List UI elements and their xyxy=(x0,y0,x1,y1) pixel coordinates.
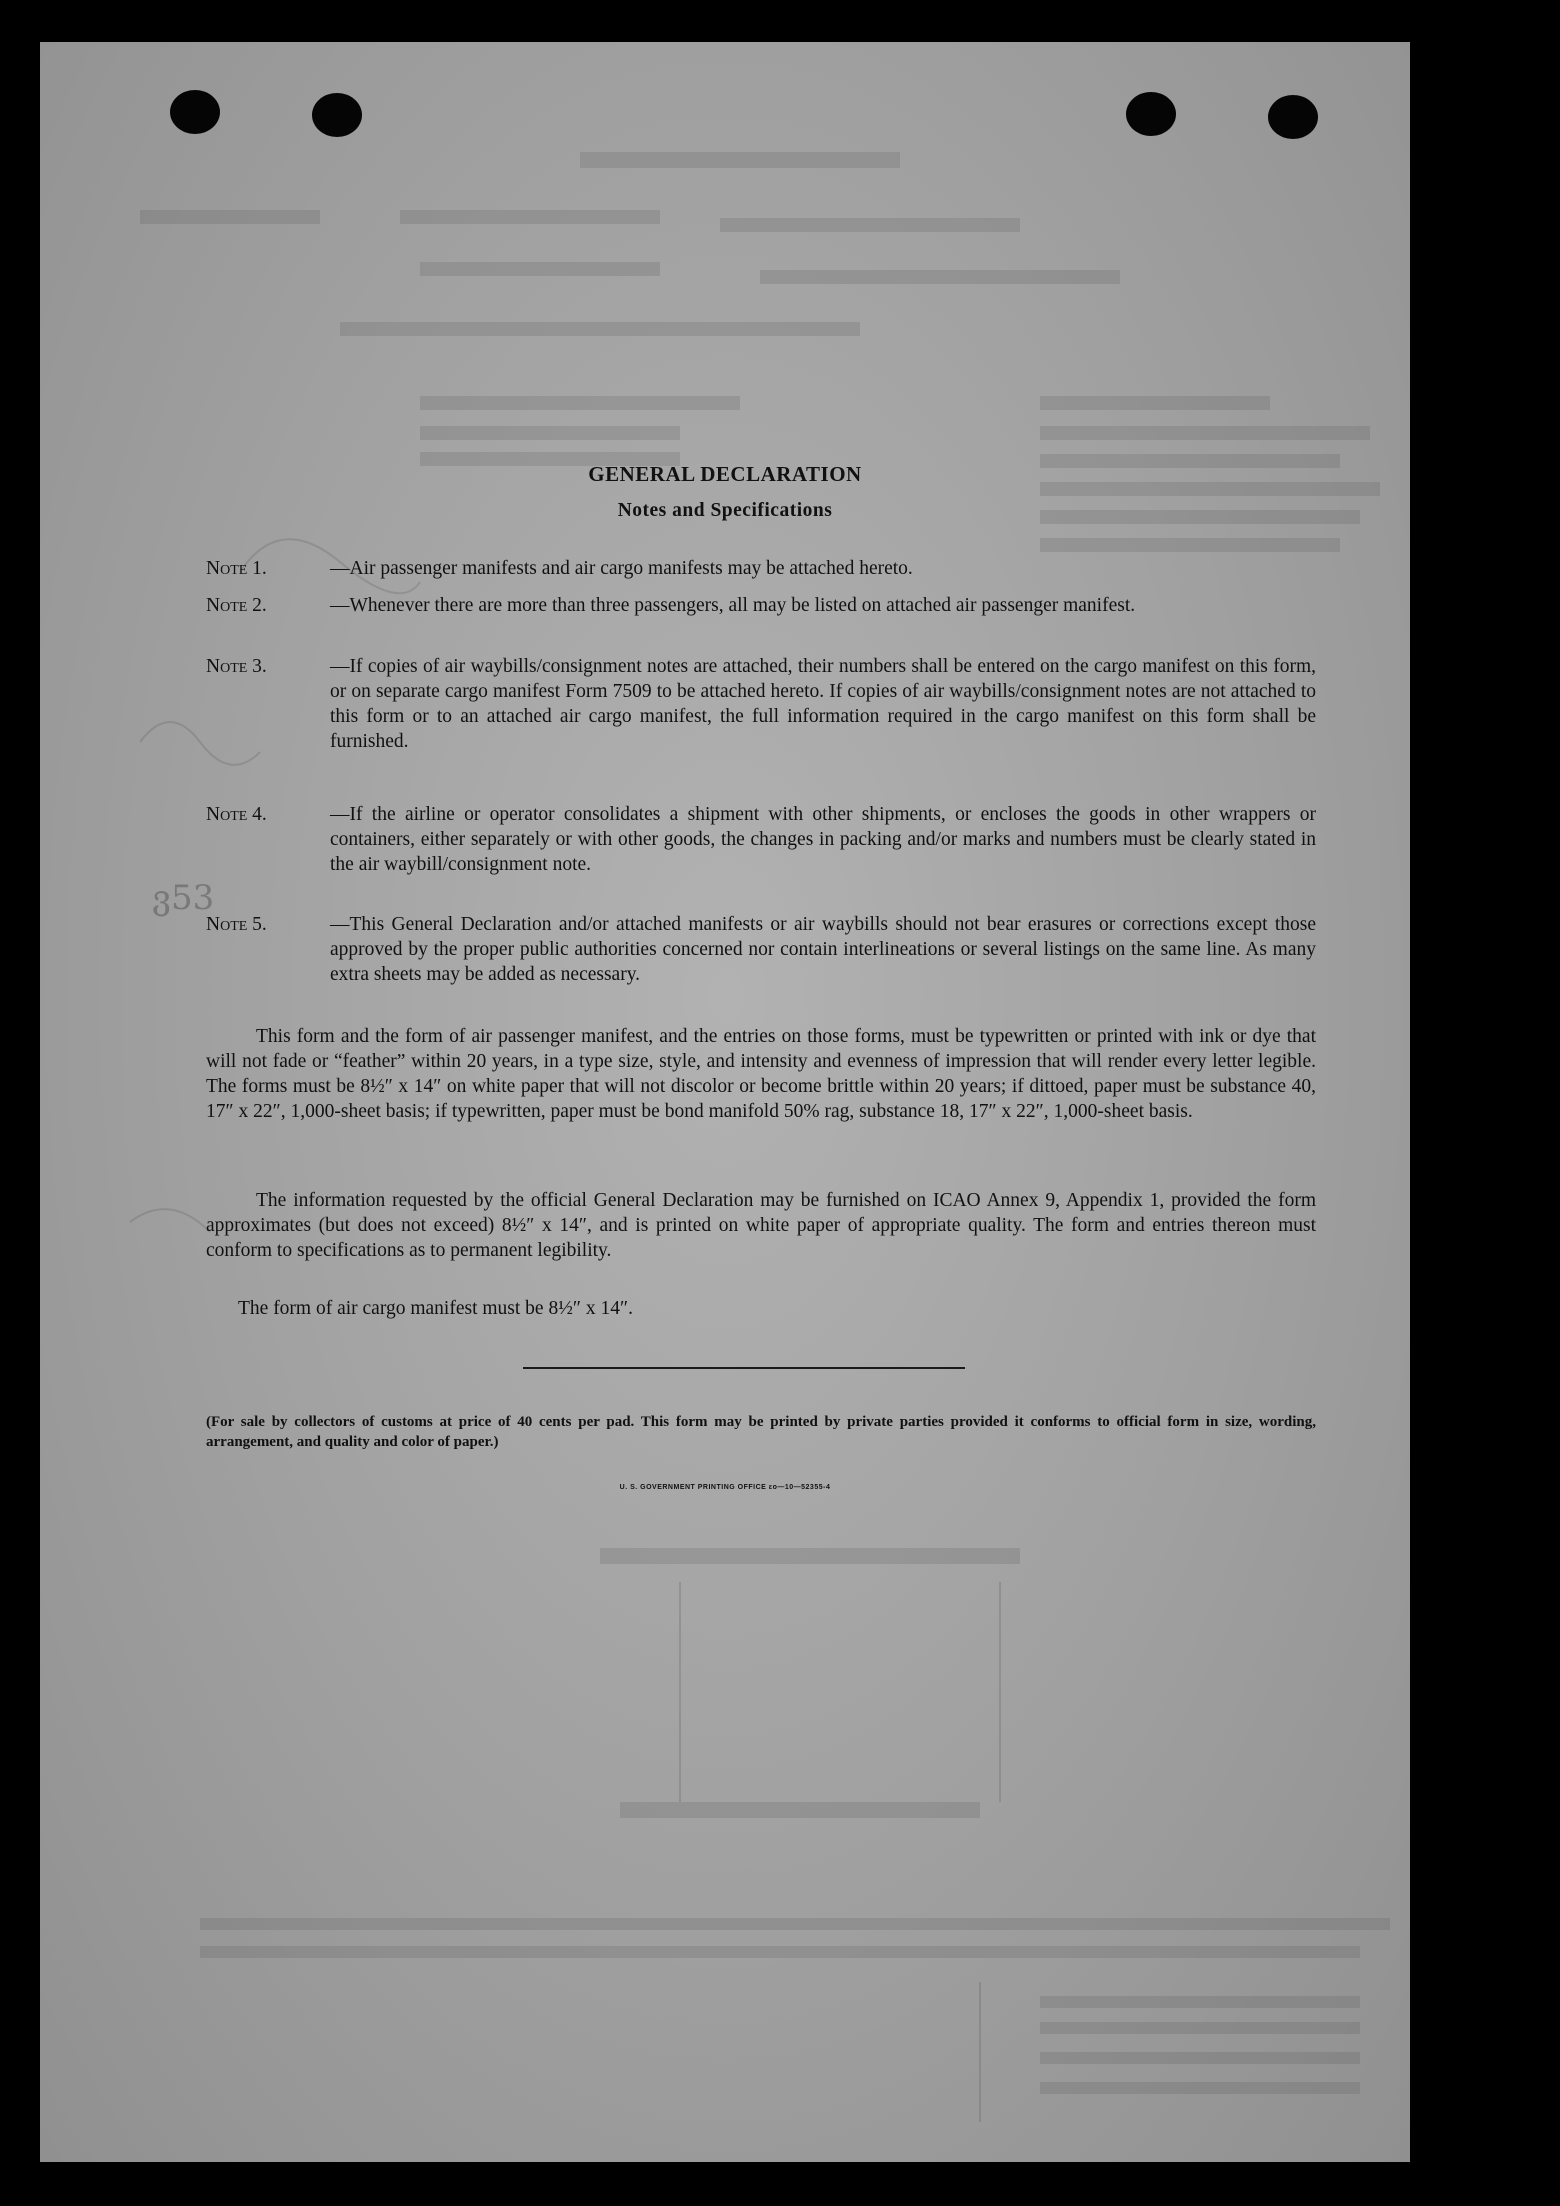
paragraph-cargo-manifest-size: The form of air cargo manifest must be 8½″ x 14″. xyxy=(238,1298,633,1319)
note-1 xyxy=(206,556,1316,581)
paragraph-icao-annex: The information requested by the official General Declaration may be furnished on ICAO Annex 9, Appendix 1, provided the form approximates (but does not exceed) 8½″ x 14″, and is printed on white paper of appropriate quality. The form and entries thereon must conform to specifications as to permanent legibility. xyxy=(206,1190,1316,1261)
note-3-label: Note 3. xyxy=(206,656,267,677)
note-5-label: Note 5. xyxy=(206,914,267,935)
note-1-text: —Air passenger manifests and air cargo manifests may be attached hereto. xyxy=(330,558,913,579)
divider-rule xyxy=(523,1367,965,1369)
note-2-label: Note 2. xyxy=(206,595,267,616)
paragraph-printing-requirements: This form and the form of air passenger manifest, and the entries on those forms, must be typewritten or printed with ink or dye that will not fade or “feather” within 20 years, in a type size, style, and intensity and evenness of impression that will render every letter legible. The forms must be 8½″ x 14″ on white paper that will not discolor or become brittle within 20 years; if dittoed, paper must be substance 40, 17″ x 22″, 1,000-sheet basis; if typewritten, paper must be bond manifold 50% rag, substance 18, 17″ x 22″, 1,000-sheet basis. xyxy=(206,1026,1316,1122)
margin-number-mark: ვ53 xyxy=(152,878,215,918)
note-4 xyxy=(206,802,1316,877)
note-4-text: —If the airline or operator consolidates a shipment with other shipments, or encloses the goods in other wrappers or containers, either separately or with other goods, the changes in packing and/or marks and numbers must be clearly stated in the air waybill/consignment note. xyxy=(330,804,1316,875)
note-5-text: —This General Declaration and/or attached manifests or air waybills should not bear erasures or corrections except those approved by the proper public authorities concerned nor contain interlineations or several listings on the same line. As many extra sheets may be added as necessary. xyxy=(330,914,1316,985)
note-1-label: Note 1. xyxy=(206,558,267,579)
printer-line: U. S. GOVERNMENT PRINTING OFFICE εο—10—52355-4 xyxy=(619,1484,831,1491)
note-4-label: Note 4. xyxy=(206,804,267,825)
page-subtitle: Notes and Specifications xyxy=(617,500,833,521)
note-2-text: —Whenever there are more than three passengers, all may be listed on attached air passenger manifest. xyxy=(330,595,1136,616)
note-2 xyxy=(206,593,1316,618)
page-title: GENERAL DECLARATION xyxy=(588,462,862,486)
note-3 xyxy=(206,654,1316,754)
document-page xyxy=(40,42,1410,2162)
sale-notice: (For sale by collectors of customs at price of 40 cents per pad. This form may be printed by private parties provided it conforms to official form in size, wording, arrangement, and quality and color of paper.) xyxy=(206,1414,1316,1450)
note-5 xyxy=(206,912,1316,987)
note-3-text: —If copies of air waybills/consignment notes are attached, their numbers shall be entered on the cargo manifest on this form, or on separate cargo manifest Form 7509 to be attached hereto. If copies of air waybills/consignment notes are not attached to this form or to an attached air cargo manifest, the full information required in the cargo manifest on this form shall be furnished. xyxy=(330,656,1316,752)
